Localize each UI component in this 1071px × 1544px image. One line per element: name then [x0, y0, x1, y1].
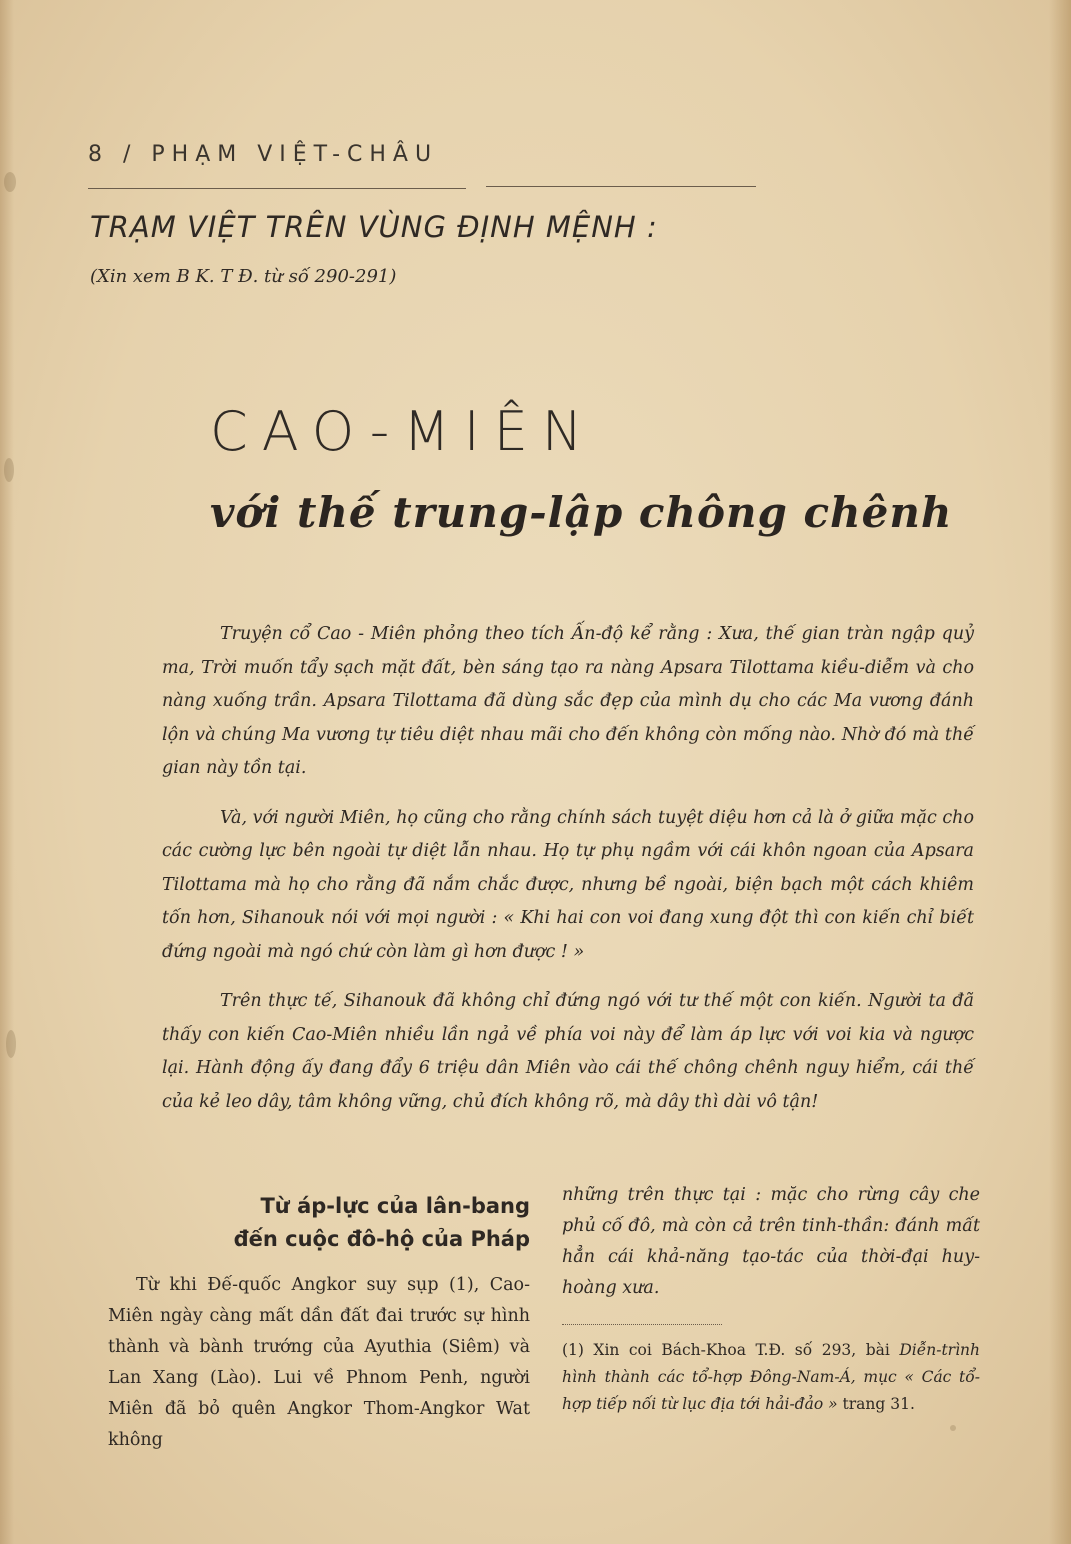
running-head: 8 / PHẠM VIỆT-CHÂU: [88, 142, 439, 167]
footnote-lead: (1) Xin coi Bách-Khoa T.Đ. số 293, bài: [562, 1341, 890, 1359]
footnote-rule: [562, 1324, 722, 1325]
footnote-tail: trang 31.: [837, 1395, 915, 1413]
section-heading-line: đến cuộc đô-hộ của Pháp: [233, 1227, 530, 1251]
page-left-edge-shadow: [0, 0, 14, 1544]
paper-stain: [6, 1030, 16, 1058]
intro-paragraph: Và, với người Miên, họ cũng cho rằng chính sách tuyệt diệu hơn cả là ở giữa mặc cho các cường lực bên ngoài tự diệt lẫn nhau. Họ tự phụ ngầm với cái khôn ngoan của Apsara Tilottama mà họ cho rằng đã nắm chắc được, nhưng bề ngoài, biện bạch một cách khiêm tốn hơn, Sihanouk nói với mọi người : « Khi hai con voi đang xung đột thì con kiến chỉ biết đứng ngoài mà ngó chứ còn làm gì hơn được ! »: [162, 807, 974, 962]
series-reference: (Xin xem B K. T Đ. từ số 290-291): [90, 266, 397, 287]
footnote-italic: Diễn-trình hình thành các tổ-hợp Đông-Nam-Á, mục « Các tổ-hợp tiếp nối từ lục địa tới hải-đảo »: [562, 1341, 981, 1413]
article-title: CAO-MIÊN: [210, 400, 597, 463]
paper-stain: [4, 172, 16, 192]
intro-text: [162, 618, 974, 1135]
header-rule-left: [88, 188, 466, 189]
intro-paragraph: Trên thực tế, Sihanouk đã không chỉ đứng ngó với tư thế một con kiến. Người ta đã thấy con kiến Cao-Miên nhiều lần ngả về phía voi này để làm áp lực với voi kia và ngược lại. Hành động ấy đang đẩy 6 triệu dân Miên vào cái thế chông chênh nguy hiểm, cái thế của kẻ leo dây, tâm không vững, chủ đích không rõ, mà dây thì dài vô tận!: [162, 991, 974, 1112]
left-column-paragraph: Từ khi Đế-quốc Angkor suy sụp (1), Cao-Miên ngày càng mất dần đất đai trước sự hình thành và bành trướng của Ayuthia (Siêm) và Lan Xang (Lào). Lui về Phnom Penh, người Miên đã bỏ quên Angkor Thom-Angkor Wat không: [108, 1275, 530, 1450]
header-rule-right: [486, 186, 756, 187]
right-column: [562, 1180, 980, 1418]
footnote: [562, 1337, 980, 1418]
article-subtitle: với thế trung-lập chông chênh: [210, 488, 953, 537]
section-heading-line: Từ áp-lực của lân-bang: [260, 1194, 530, 1218]
section-heading: [108, 1190, 530, 1256]
left-column: [108, 1190, 530, 1456]
series-title: TRẠM VIỆT TRÊN VÙNG ĐỊNH MỆNH :: [90, 210, 658, 244]
intro-paragraph: Truyện cổ Cao - Miên phỏng theo tích Ấn-độ kể rằng : Xưa, thế gian tràn ngập quỷ ma, Trời muốn tẩy sạch mặt đất, bèn sáng tạo ra nàng Apsara Tilottama kiều-diễm và cho nàng xuống trần. Apsara Tilottama đã dùng sắc đẹp của mình dụ cho các Ma vương đánh lộn và chúng Ma vương tự tiêu diệt nhau mãi cho đến không còn mống nào. Nhờ đó mà thế gian này tồn tại.: [162, 624, 974, 778]
right-column-paragraph: những trên thực tại : mặc cho rừng cây che phủ cố đô, mà còn cả trên tinh-thần: đánh mất hẳn cái khả-năng tạo-tác của thời-đại huy-hoàng xưa.: [562, 1185, 980, 1298]
paper-stain: [4, 458, 14, 482]
page-right-edge-shadow: [1049, 0, 1071, 1544]
paper-stain: [950, 1425, 956, 1431]
